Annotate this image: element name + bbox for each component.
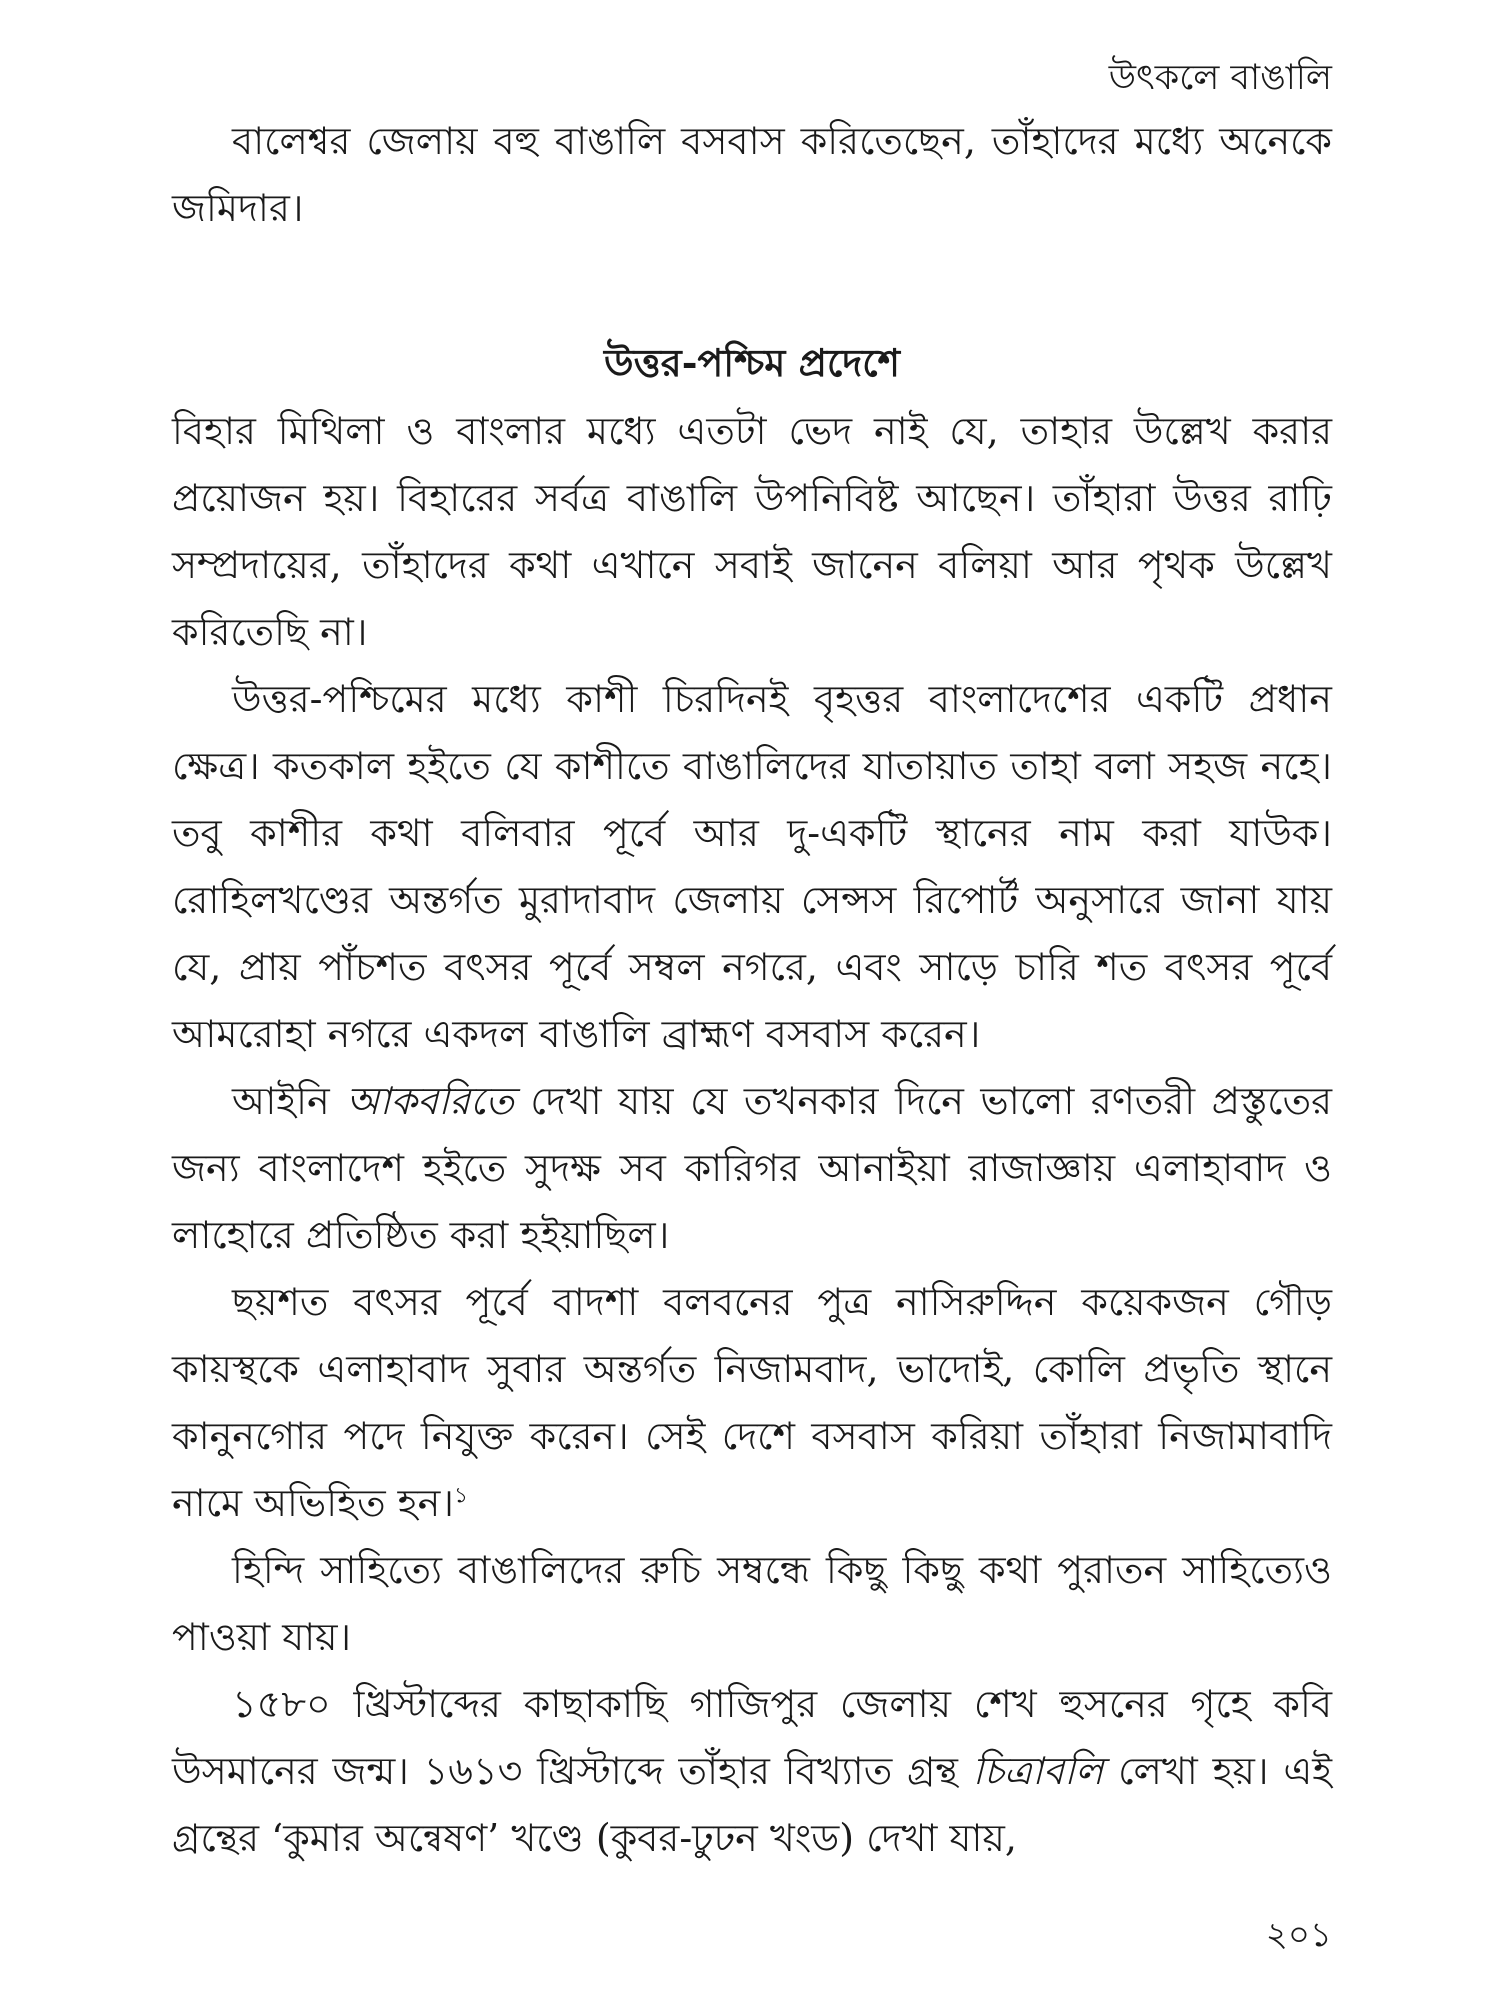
page-number: ২০১ (1265, 1915, 1332, 1955)
usman-text-after: লেখা হয়। এই গ্রন্থের ‘কুমার অন্বেষণ’ খণ্ডে (কুবর-ঢুঢন খংড) দেখা যায়, (172, 1749, 1332, 1860)
paragraph-balasore: বালেশ্বর জেলায় বহু বাঙালি বসবাস করিতেছেন, তাঁহাদের মধ্যে অনেকে জমিদার। (172, 119, 1332, 230)
paragraph-bihar: বিহার মিথিলা ও বাংলার মধ্যে এতটা ভেদ নাই যে, তাহার উল্লেখ করার প্রয়োজন হয়। বিহারের সর্বত্র বাঙালি উপনিবিষ্ট আছেন। তাঁহারা উত্তর রাঢ়ি সম্প্রদায়ের, তাঁহাদের কথা এখানে সবাই জানেন বলিয়া আর পৃথক উল্লেখ করিতেছি না। (172, 409, 1332, 654)
book-page (172, 40, 1332, 1960)
paragraph-nizamabad (172, 1269, 1332, 1537)
paragraph-kashi: উত্তর-পশ্চিমের মধ্যে কাশী চিরদিনই বৃহত্তর বাংলাদেশের একটি প্রধান ক্ষেত্র। কতকাল হইতে যে কাশীতে বাঙালিদের যাতায়াত তাহা বলা সহজ নহে। তবু কাশীর কথা বলিবার পূর্বে আর দু-একটি স্থানের নাম করা যাউক। রোহিলখণ্ডের অন্তর্গত মুরাদাবাদ জেলায় সেন্সস রিপোর্ট অনুসারে জানা যায় যে, প্রায় পাঁচশত বৎসর পূর্বে সম্বল নগরে, এবং সাড়ে চারি শত বৎসর পূর্বে আমরোহা নগরে একদল বাঙালি ব্রাহ্মণ বসবাস করেন। (172, 677, 1332, 1056)
ain-text-after: দেখা যায় যে তখনকার দিনে ভালো রণতরী প্রস্তুতের জন্য বাংলাদেশ হইতে সুদক্ষ সব কারিগর আনাইয়া রাজাজ্ঞায় এলাহাবাদ ও লাহোরে প্রতিষ্ঠিত করা হইয়াছিল। (172, 1079, 1332, 1257)
ain-italic-title: আকবরিতে (346, 1079, 514, 1123)
usman-italic-title: চিত্রাবলি (972, 1749, 1104, 1793)
paragraph-usman (172, 1671, 1332, 1872)
section-heading: উত্তর-পশ্চিম প্রদেশে (604, 340, 900, 385)
nizamabad-text: ছয়শত বৎসর পূর্বে বাদশা বলবনের পুত্র নাসিরুদ্দিন কয়েকজন গৌড় কায়স্থকে এলাহাবাদ সুবার অন্তর্গত নিজামবাদ, ভাদোই, কোলি প্রভৃতি স্থানে কানুনগোর পদে নিযুক্ত করেন। সেই দেশে বসবাস করিয়া তাঁহারা নিজামাবাদি নামে অভিহিত হন। (172, 1280, 1332, 1525)
paragraph-hindi-literature: হিন্দি সাহিত্যে বাঙালিদের রুচি সম্বন্ধে কিছু কিছু কথা পুরাতন সাহিত্যেও পাওয়া যায়। (172, 1548, 1332, 1659)
paragraph-ain-i-akbari (172, 1068, 1332, 1269)
footnote-marker: ১ (453, 1483, 469, 1509)
usman-text-before: ১৫৮০ খ্রিস্টাব্দের কাছাকাছি গাজিপুর জেলায় শেখ হুসনের গৃহে কবি উসমানের জন্ম। ১৬১৩ খ্রিস্টাব্দে তাঁহার বিখ্যাত গ্রন্থ (172, 1682, 1332, 1793)
ain-text-before: আইনি (232, 1079, 347, 1123)
running-head: উৎকলে বাঙালি (1108, 58, 1332, 98)
